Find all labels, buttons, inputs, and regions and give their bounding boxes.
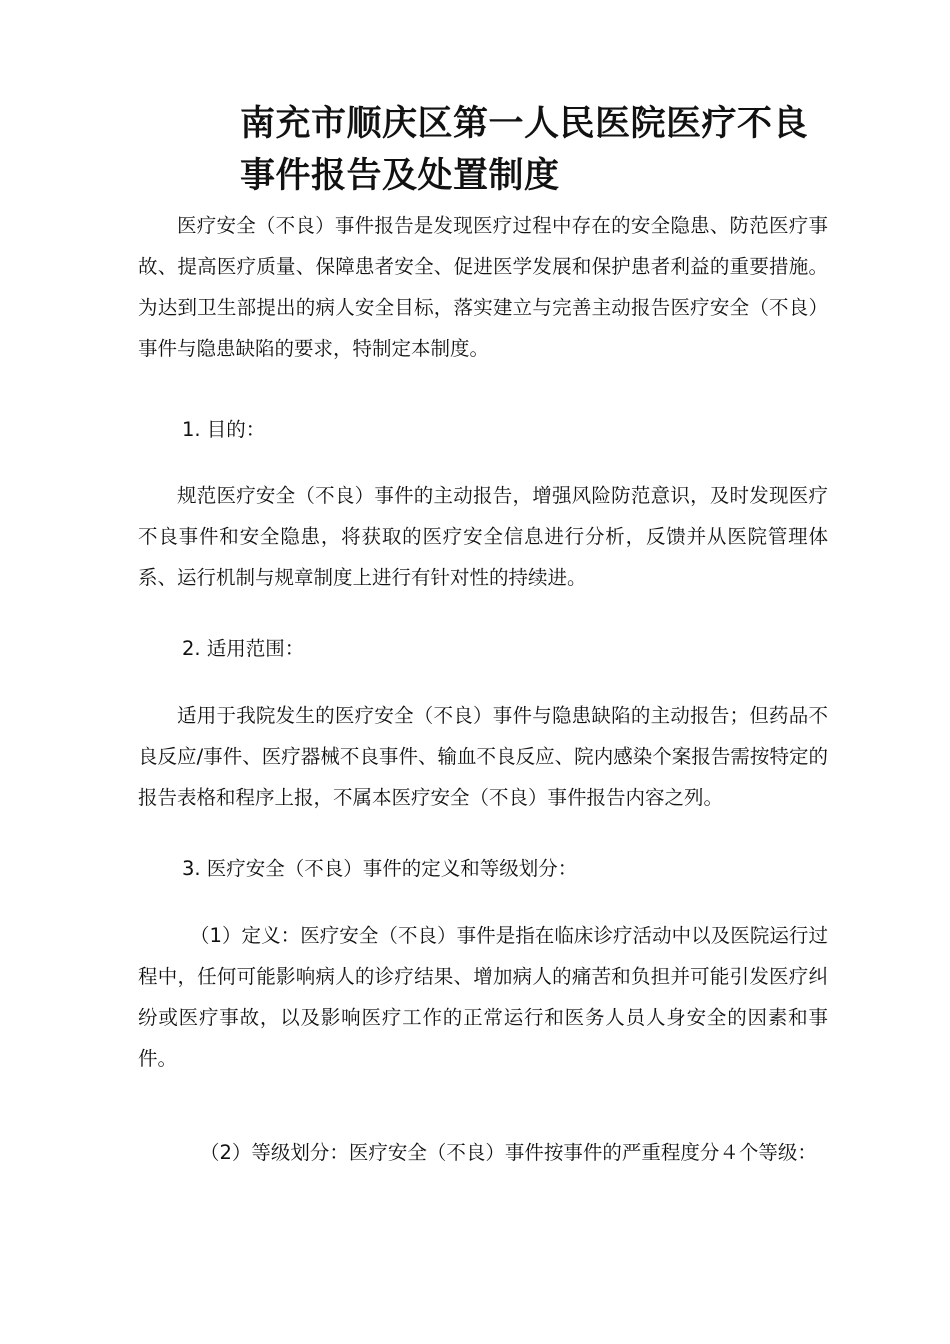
section-3-heading: 3. 医疗安全（不良）事件的定义和等级划分：	[182, 857, 578, 880]
intro-paragraph: 医疗安全（不良）事件报告是发现医疗过程中存在的安全隐患、防范医疗事故、提高医疗质量、保障患者安全、促进医学发展和保护患者利益的重要措施。为达到卫生部提出的病人安全目标，落实建立与完善主动报告医疗安全（不良）事件与隐患缺陷的要求，特制定本制度。	[138, 214, 828, 360]
section-2-paragraph: 适用于我院发生的医疗安全（不良）事件与隐患缺陷的主动报告；但药品不良反应/事件、医疗器械不良事件、输血不良反应、院内感染个案报告需按特定的报告表格和程序上报，不属本医疗安全（不良）事件报告内容之列。	[138, 704, 828, 809]
title-line-1: 南充市顺庆区第一人民医院医疗不良	[240, 104, 809, 144]
section-1-paragraph: 规范医疗安全（不良）事件的主动报告，增强风险防范意识，及时发现医疗不良事件和安全隐患，将获取的医疗安全信息进行分析，反馈并从医院管理体系、运行机制与规章制度上进行有针对性的持续进。	[138, 484, 828, 589]
document-title	[240, 98, 840, 202]
title-line-2: 事件报告及处置制度	[240, 156, 560, 196]
section-3-definition-paragraph: （1）定义：医疗安全（不良）事件是指在临床诊疗活动中以及医院运行过程中，任何可能影响病人的诊疗结果、增加病人的痛苦和负担并可能引发医疗纠纷或医疗事故，以及影响医疗工作的正常运行和医务人员人身安全的因素和事件。	[138, 924, 828, 1070]
section-2-heading: 2. 适用范围：	[182, 637, 305, 660]
section-1-heading: 1. 目的：	[182, 418, 266, 441]
section-3-grading-line: （2）等级划分：医疗安全（不良）事件按事件的严重程度分４个等级：	[200, 1141, 817, 1164]
